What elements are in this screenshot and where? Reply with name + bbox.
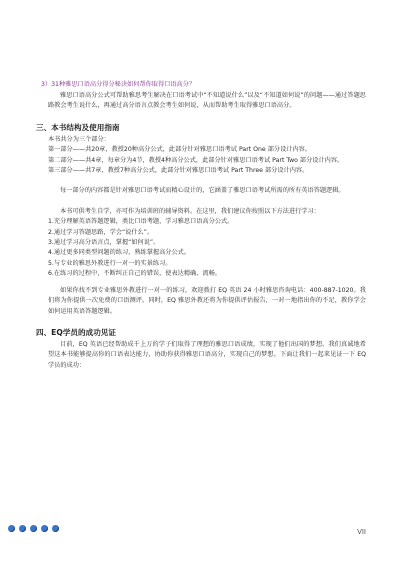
list-item: 2.通过学习答题思路，学会“说什么”。	[48, 228, 154, 236]
list-item: 3.通过学习高分语言点，掌握“如何说”。	[48, 239, 160, 247]
list-item: 4.通过更多同类型问题的练习，熟练掌握高分公式。	[48, 249, 191, 257]
section-3-closing: 如果你找不到专业雅思外教进行一对一的练习，欢迎拨打 EQ 英语 24 小时雅思咨询电话：400-887-1020。我们将为你提供一次免费的口语测评。同时，EQ 雅思外教还将为你提供评估报告，一对一地指出你的不足，教你学会如何运用英语答题逻辑。	[48, 286, 366, 315]
section-3-lead: 本书共分为三个部分：	[48, 135, 110, 143]
intro-paragraph: 雅思口语高分公式可帮助雅思考生解决在口语考试中“不知道说什么”以及“不知道如何说”的问题——通过答题思路教会考生说什么，再通过高分语言点教会考生如何说，从而帮助考生取得雅思口语高分。	[48, 92, 366, 110]
question-heading: 3）31种雅思口语高分得分秘诀如何帮你取得口语高分？	[41, 81, 196, 88]
study-steps-list	[48, 217, 366, 279]
part-text: 共7章，教授7种高分公式，此部分针对雅思口语考试 Part Three 部分设计内容。	[85, 167, 309, 175]
list-item: 6.在练习的过程中，不断纠正自己的错误，使表达精确、流畅。	[48, 270, 221, 278]
part-text: 共20章，教授20种高分公式，此部分针对雅思口语考试 Part One 部分设计内容。	[85, 146, 312, 154]
nav-dot-5[interactable]	[52, 525, 59, 532]
list-item: 1.充分理解英语答题逻辑，类比口语考题，学习雅思口语高分公式。	[48, 218, 234, 226]
section-4-title: 四、EQ学员的成功见证	[36, 327, 116, 337]
nav-dot-3[interactable]	[30, 525, 37, 532]
part-label: 第一部分——	[48, 146, 86, 154]
list-item: 5.与专业的雅思外教进行一对一的实景练习。	[48, 259, 172, 267]
part-row-3	[48, 166, 366, 176]
page-content	[36, 80, 366, 371]
part-row-1	[48, 145, 366, 155]
nav-dot-4[interactable]	[41, 525, 48, 532]
page-nav-dots	[8, 525, 59, 532]
section-3-title: 三、本书结构及使用指南	[36, 122, 120, 132]
part-row-2	[48, 156, 366, 166]
usage-intro: 本书可供考生自学，亦可作为培训班的辅导资料。在这里，我们建议你按照以下方法进行学习：	[60, 207, 320, 215]
part-label: 第二部分——	[48, 156, 86, 164]
section-4-paragraph: 目前，EQ 英语已经帮助成千上万的学子们取得了理想的雅思口语成绩，实现了他们出国的梦想。我们真诚地希望这本书能够提高你的口语表达能力，协助你获得雅思口语高分，实现自己的梦想。下面让我们一起来见证一下 EQ 学员的成功：	[48, 340, 366, 369]
nav-dot-1[interactable]	[8, 525, 15, 532]
section-3-summary: 每一部分的内容都是针对雅思口语考试而精心设计的，它涵盖了雅思口语考试所需的所有英语答题逻辑。	[60, 187, 345, 195]
nav-dot-2[interactable]	[19, 525, 26, 532]
part-text: 共4章，每章分为4节，教授4种高分公式，此部分针对雅思口语考试 Part Two 部分设计内容。	[85, 156, 344, 164]
page-number: VII	[357, 528, 366, 536]
part-label: 第三部分——	[48, 167, 86, 175]
